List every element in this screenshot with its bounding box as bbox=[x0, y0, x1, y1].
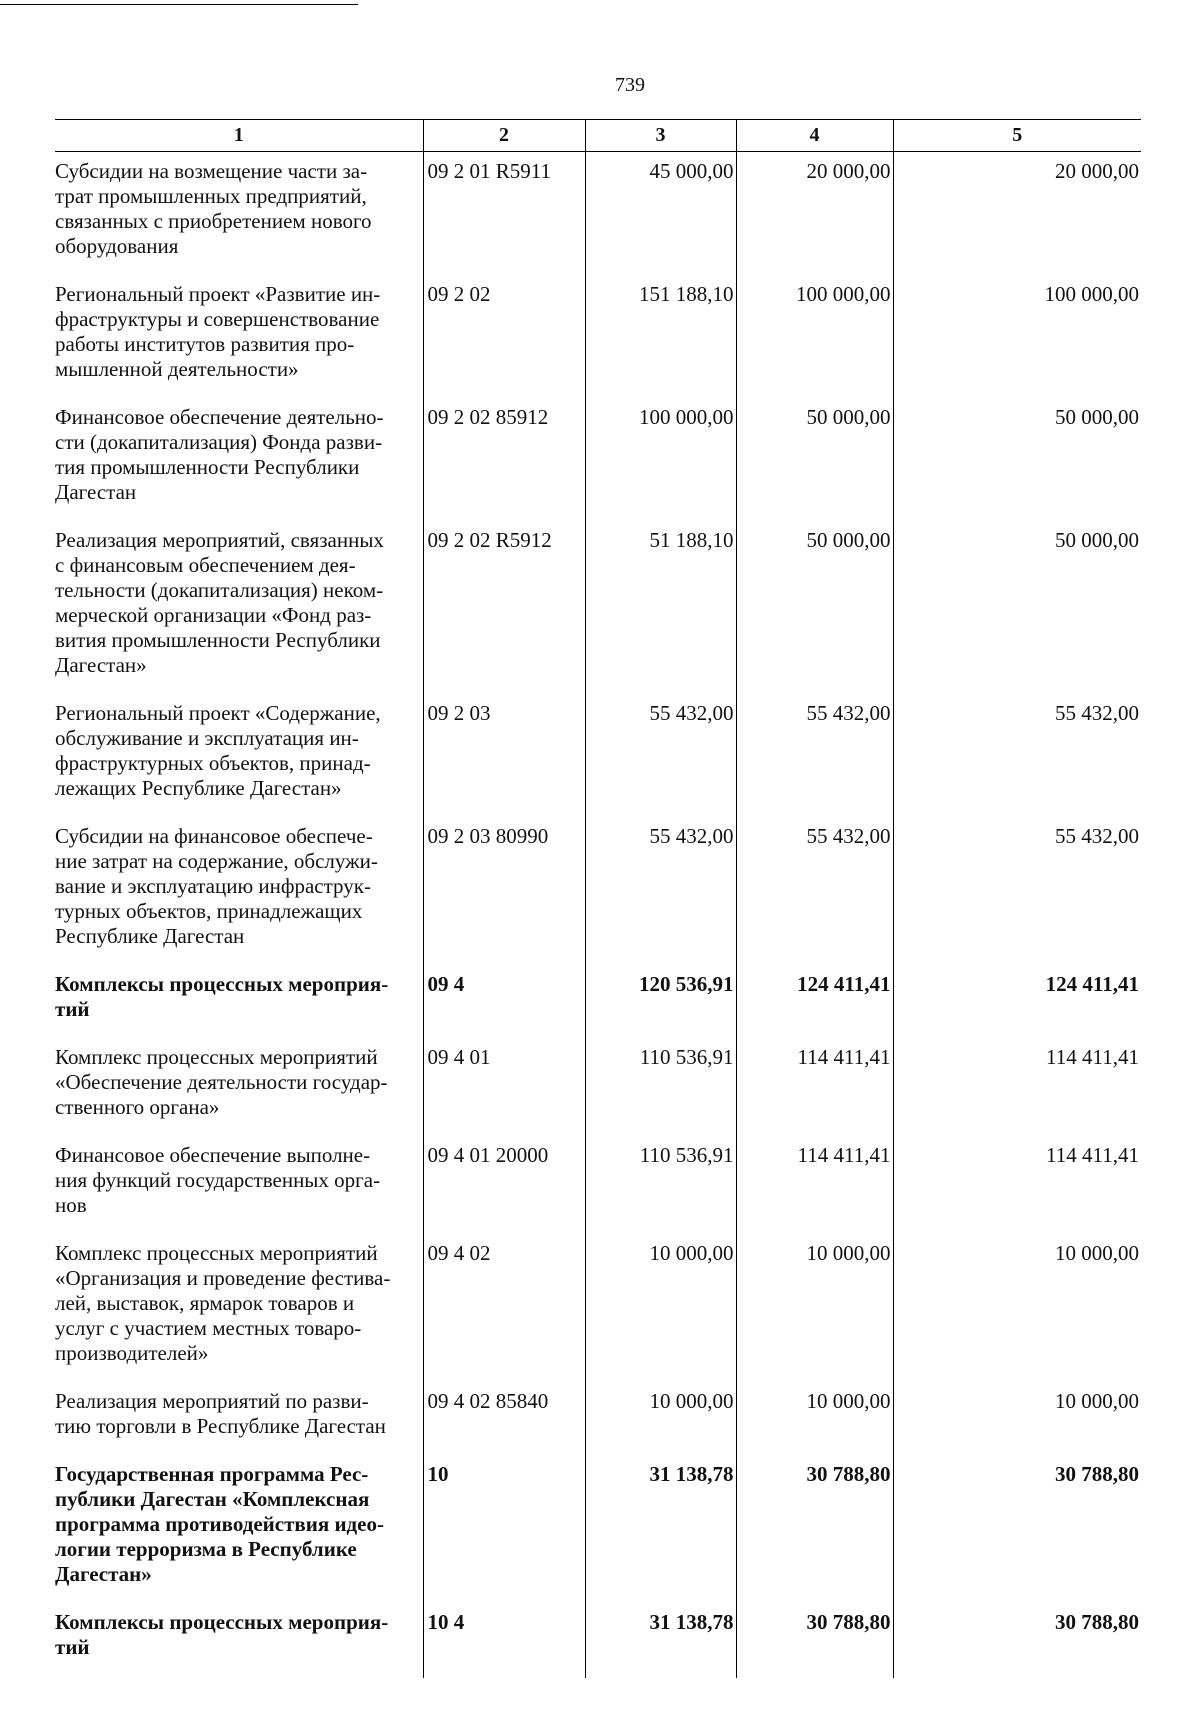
row-value-col3: 110 536,91 bbox=[585, 1132, 736, 1230]
row-code-cell: 09 4 02 bbox=[423, 1230, 585, 1378]
row-value-col3: 51 188,10 bbox=[585, 517, 736, 690]
table-row bbox=[55, 271, 1141, 394]
table-row bbox=[55, 1132, 1141, 1230]
table-row bbox=[55, 1378, 1141, 1451]
row-name-cell: Государственная программа Рес- публики Дагестан «Комплексная программа противодействия идео- логии терроризма в Республике Дагестан» bbox=[55, 1462, 384, 1586]
column-header-5: 5 bbox=[893, 120, 1141, 152]
table-row bbox=[55, 690, 1141, 813]
page-number: 739 bbox=[615, 74, 645, 96]
row-value-col5: 114 411,41 bbox=[893, 1034, 1141, 1132]
row-value-col5: 55 432,00 bbox=[893, 813, 1141, 961]
header-row bbox=[55, 120, 1141, 152]
row-value-col3: 45 000,00 bbox=[585, 152, 736, 272]
row-name-cell: Реализация мероприятий, связанных с финансовым обеспечением дея- тельности (докапитализация) неком- мерческой организации «Фонд раз- вития промышленности Республики Дагестан» bbox=[55, 528, 384, 677]
row-name-cell: Финансовое обеспечение деятельно- сти (докапитализация) Фонда разви- тия промышленности Республики Дагестан bbox=[55, 405, 384, 504]
row-value-col3: 31 138,78 bbox=[585, 1599, 736, 1678]
row-value-col5: 124 411,41 bbox=[893, 961, 1141, 1034]
row-name-cell: Комплексы процессных мероприя- тий bbox=[55, 972, 389, 1021]
table-row bbox=[55, 394, 1141, 517]
row-value-col4: 10 000,00 bbox=[736, 1230, 893, 1378]
table-row bbox=[55, 1451, 1141, 1599]
row-name-cell: Региональный проект «Развитие ин- фраструктуры и совершенствование работы институтов развития про- мышленной деятельности» bbox=[55, 282, 381, 381]
table-row bbox=[55, 813, 1141, 961]
row-value-col3: 120 536,91 bbox=[585, 961, 736, 1034]
row-value-col4: 20 000,00 bbox=[736, 152, 893, 272]
row-value-col3: 10 000,00 bbox=[585, 1230, 736, 1378]
row-value-col3: 31 138,78 bbox=[585, 1451, 736, 1599]
row-value-col4: 30 788,80 bbox=[736, 1599, 893, 1678]
row-value-col5: 50 000,00 bbox=[893, 394, 1141, 517]
row-value-col3: 110 536,91 bbox=[585, 1034, 736, 1132]
row-code-cell: 09 2 02 85912 bbox=[423, 394, 585, 517]
row-code-cell: 09 4 bbox=[423, 961, 585, 1034]
row-value-col4: 30 788,80 bbox=[736, 1451, 893, 1599]
row-value-col4: 10 000,00 bbox=[736, 1378, 893, 1451]
table-row bbox=[55, 1230, 1141, 1378]
column-header-1: 1 bbox=[55, 120, 423, 152]
row-value-col5: 30 788,80 bbox=[893, 1599, 1141, 1678]
row-code-cell: 09 4 01 20000 bbox=[423, 1132, 585, 1230]
row-value-col4: 124 411,41 bbox=[736, 961, 893, 1034]
top-rule bbox=[0, 4, 335, 5]
row-code-cell: 09 2 02 R5912 bbox=[423, 517, 585, 690]
row-value-col5: 10 000,00 bbox=[893, 1378, 1141, 1451]
row-name-cell: Комплекс процессных мероприятий «Организация и проведение фестива- лей, выставок, ярмарок товаров и услуг с участием местных товаро- производителей» bbox=[55, 1241, 391, 1365]
row-value-col5: 10 000,00 bbox=[893, 1230, 1141, 1378]
budget-table bbox=[55, 119, 1141, 1678]
row-value-col3: 55 432,00 bbox=[585, 690, 736, 813]
row-value-col5: 55 432,00 bbox=[893, 690, 1141, 813]
column-header-4: 4 bbox=[736, 120, 893, 152]
row-value-col5: 20 000,00 bbox=[893, 152, 1141, 272]
row-code-cell: 09 2 03 bbox=[423, 690, 585, 813]
row-name-cell: Реализация мероприятий по разви- тию торговли в Республике Дагестан bbox=[55, 1389, 386, 1438]
row-value-col4: 55 432,00 bbox=[736, 813, 893, 961]
table-body bbox=[55, 152, 1141, 1679]
row-value-col5: 50 000,00 bbox=[893, 517, 1141, 690]
row-value-col4: 114 411,41 bbox=[736, 1034, 893, 1132]
row-value-col5: 100 000,00 bbox=[893, 271, 1141, 394]
row-value-col4: 50 000,00 bbox=[736, 394, 893, 517]
row-name-cell: Субсидии на возмещение части за- трат промышленных предприятий, связанных с приобретением нового оборудования bbox=[55, 159, 372, 258]
row-code-cell: 10 bbox=[423, 1451, 585, 1599]
row-name-cell: Комплексы процессных мероприя- тий bbox=[55, 1610, 389, 1659]
top-rule-dash bbox=[334, 4, 358, 5]
row-value-col3: 55 432,00 bbox=[585, 813, 736, 961]
column-header-2: 2 bbox=[423, 120, 585, 152]
row-code-cell: 10 4 bbox=[423, 1599, 585, 1678]
column-header-3: 3 bbox=[585, 120, 736, 152]
row-value-col4: 50 000,00 bbox=[736, 517, 893, 690]
row-name-cell: Региональный проект «Содержание, обслуживание и эксплуатация ин- фраструктурных объектов, принад- лежащих Республике Дагестан» bbox=[55, 701, 381, 800]
table-row bbox=[55, 961, 1141, 1034]
row-name-cell: Финансовое обеспечение выполне- ния функций государственных орга- нов bbox=[55, 1143, 381, 1217]
row-value-col3: 100 000,00 bbox=[585, 394, 736, 517]
table-row bbox=[55, 1599, 1141, 1678]
row-value-col3: 151 188,10 bbox=[585, 271, 736, 394]
row-value-col4: 114 411,41 bbox=[736, 1132, 893, 1230]
row-name-cell: Субсидии на финансовое обеспече- ние затрат на содержание, обслужи- вание и эксплуатацию инфраструк- турных объектов, принадлежащих Республике Дагестан bbox=[55, 824, 378, 948]
row-value-col3: 10 000,00 bbox=[585, 1378, 736, 1451]
table-row bbox=[55, 152, 1141, 272]
row-name-cell: Комплекс процессных мероприятий «Обеспечение деятельности государ- ственного органа» bbox=[55, 1045, 388, 1119]
row-value-col4: 100 000,00 bbox=[736, 271, 893, 394]
table-row bbox=[55, 1034, 1141, 1132]
row-code-cell: 09 4 01 bbox=[423, 1034, 585, 1132]
table-row bbox=[55, 517, 1141, 690]
row-code-cell: 09 4 02 85840 bbox=[423, 1378, 585, 1451]
row-code-cell: 09 2 01 R5911 bbox=[423, 152, 585, 272]
row-code-cell: 09 2 03 80990 bbox=[423, 813, 585, 961]
row-value-col5: 30 788,80 bbox=[893, 1451, 1141, 1599]
row-value-col5: 114 411,41 bbox=[893, 1132, 1141, 1230]
row-value-col4: 55 432,00 bbox=[736, 690, 893, 813]
row-code-cell: 09 2 02 bbox=[423, 271, 585, 394]
